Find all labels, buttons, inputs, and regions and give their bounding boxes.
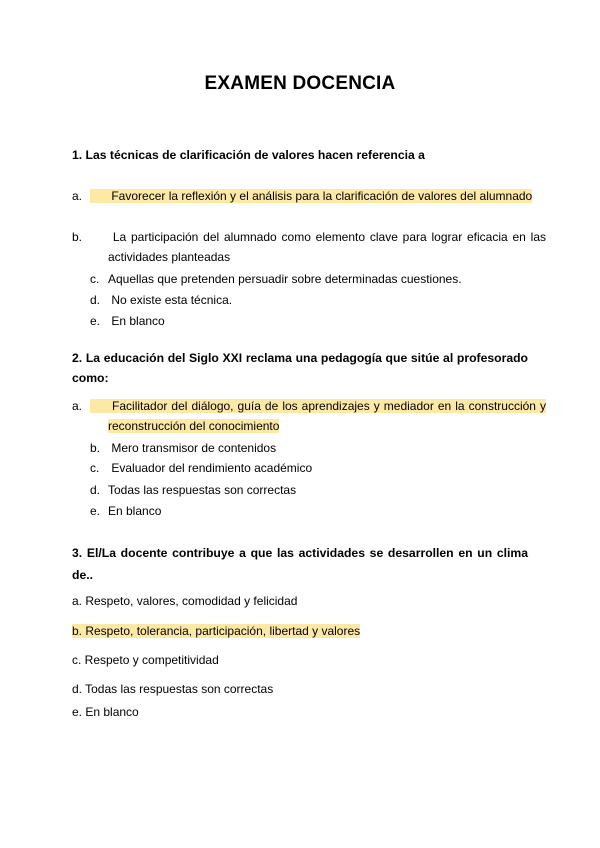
q2-option-a — [72, 396, 547, 436]
option-letter: c. — [90, 461, 100, 475]
q1-option-a-highlight — [72, 189, 533, 203]
option-text: d. Todas las respuestas son correctas — [72, 682, 274, 696]
q3-option-c — [72, 650, 528, 670]
option-text: c. Respeto y competitividad — [72, 653, 219, 667]
option-letter: a. — [72, 189, 83, 203]
q1-option-a — [72, 186, 546, 206]
q3-option-b — [72, 621, 528, 641]
option-letter: d. — [90, 483, 101, 497]
q2-option-b — [90, 438, 528, 458]
q3-option-e — [72, 702, 528, 722]
q2-option-a-highlight — [72, 399, 547, 433]
option-text: No existe esta técnica. — [111, 293, 233, 307]
question-3: 3. El/La docente contribuye a que las actividades se desarrollen en un clima de.. — [72, 546, 528, 582]
option-text: a. Respeto, valores, comodidad y felicidad — [72, 594, 298, 608]
option-text: Todas las respuestas son correctas — [108, 483, 297, 497]
option-letter: b. — [90, 441, 101, 455]
option-text: Evaluador del rendimiento académico — [111, 461, 313, 475]
option-text: Facilitador del diálogo, guía de los aprendizajes y mediador en la construcción y reconstrucción del conocimiento — [108, 399, 547, 433]
option-text: En blanco — [111, 314, 165, 328]
option-letter: e. — [90, 504, 101, 518]
q2-option-d — [90, 480, 528, 500]
option-letter: c. — [90, 272, 100, 286]
option-letter: b. — [72, 230, 83, 244]
q2-option-c — [90, 458, 528, 478]
q1-option-c — [90, 269, 528, 289]
option-text: e. En blanco — [72, 705, 139, 719]
page-title: EXAMEN DOCENCIA — [204, 73, 396, 94]
question-1: 1. Las técnicas de clarificación de valores hacen referencia a — [72, 148, 425, 162]
option-text: La participación del alumnado como elemento clave para lograr eficacia en las actividades planteadas — [108, 230, 547, 264]
option-text: Favorecer la reflexión y el análisis para la clarificación de valores del alumnado — [111, 189, 533, 203]
option-text: Mero transmisor de contenidos — [111, 441, 277, 455]
option-letter: d. — [90, 293, 101, 307]
option-letter: e. — [90, 314, 101, 328]
option-letter: a. — [72, 399, 83, 413]
q3-option-a — [72, 591, 528, 611]
option-text: Aquellas que pretenden persuadir sobre determinadas cuestiones. — [108, 272, 462, 286]
q1-option-b — [72, 227, 547, 267]
question-2: 2. La educación del Siglo XXI reclama una pedagogía que sitúe al profesorado como: — [72, 351, 528, 385]
q1-option-e — [90, 311, 528, 331]
option-text: En blanco — [108, 504, 162, 518]
q2-option-e — [90, 501, 528, 521]
option-text: b. Respeto, tolerancia, participación, libertad y valores — [72, 624, 361, 638]
q3-option-d — [72, 679, 528, 699]
q1-option-d — [90, 290, 528, 310]
